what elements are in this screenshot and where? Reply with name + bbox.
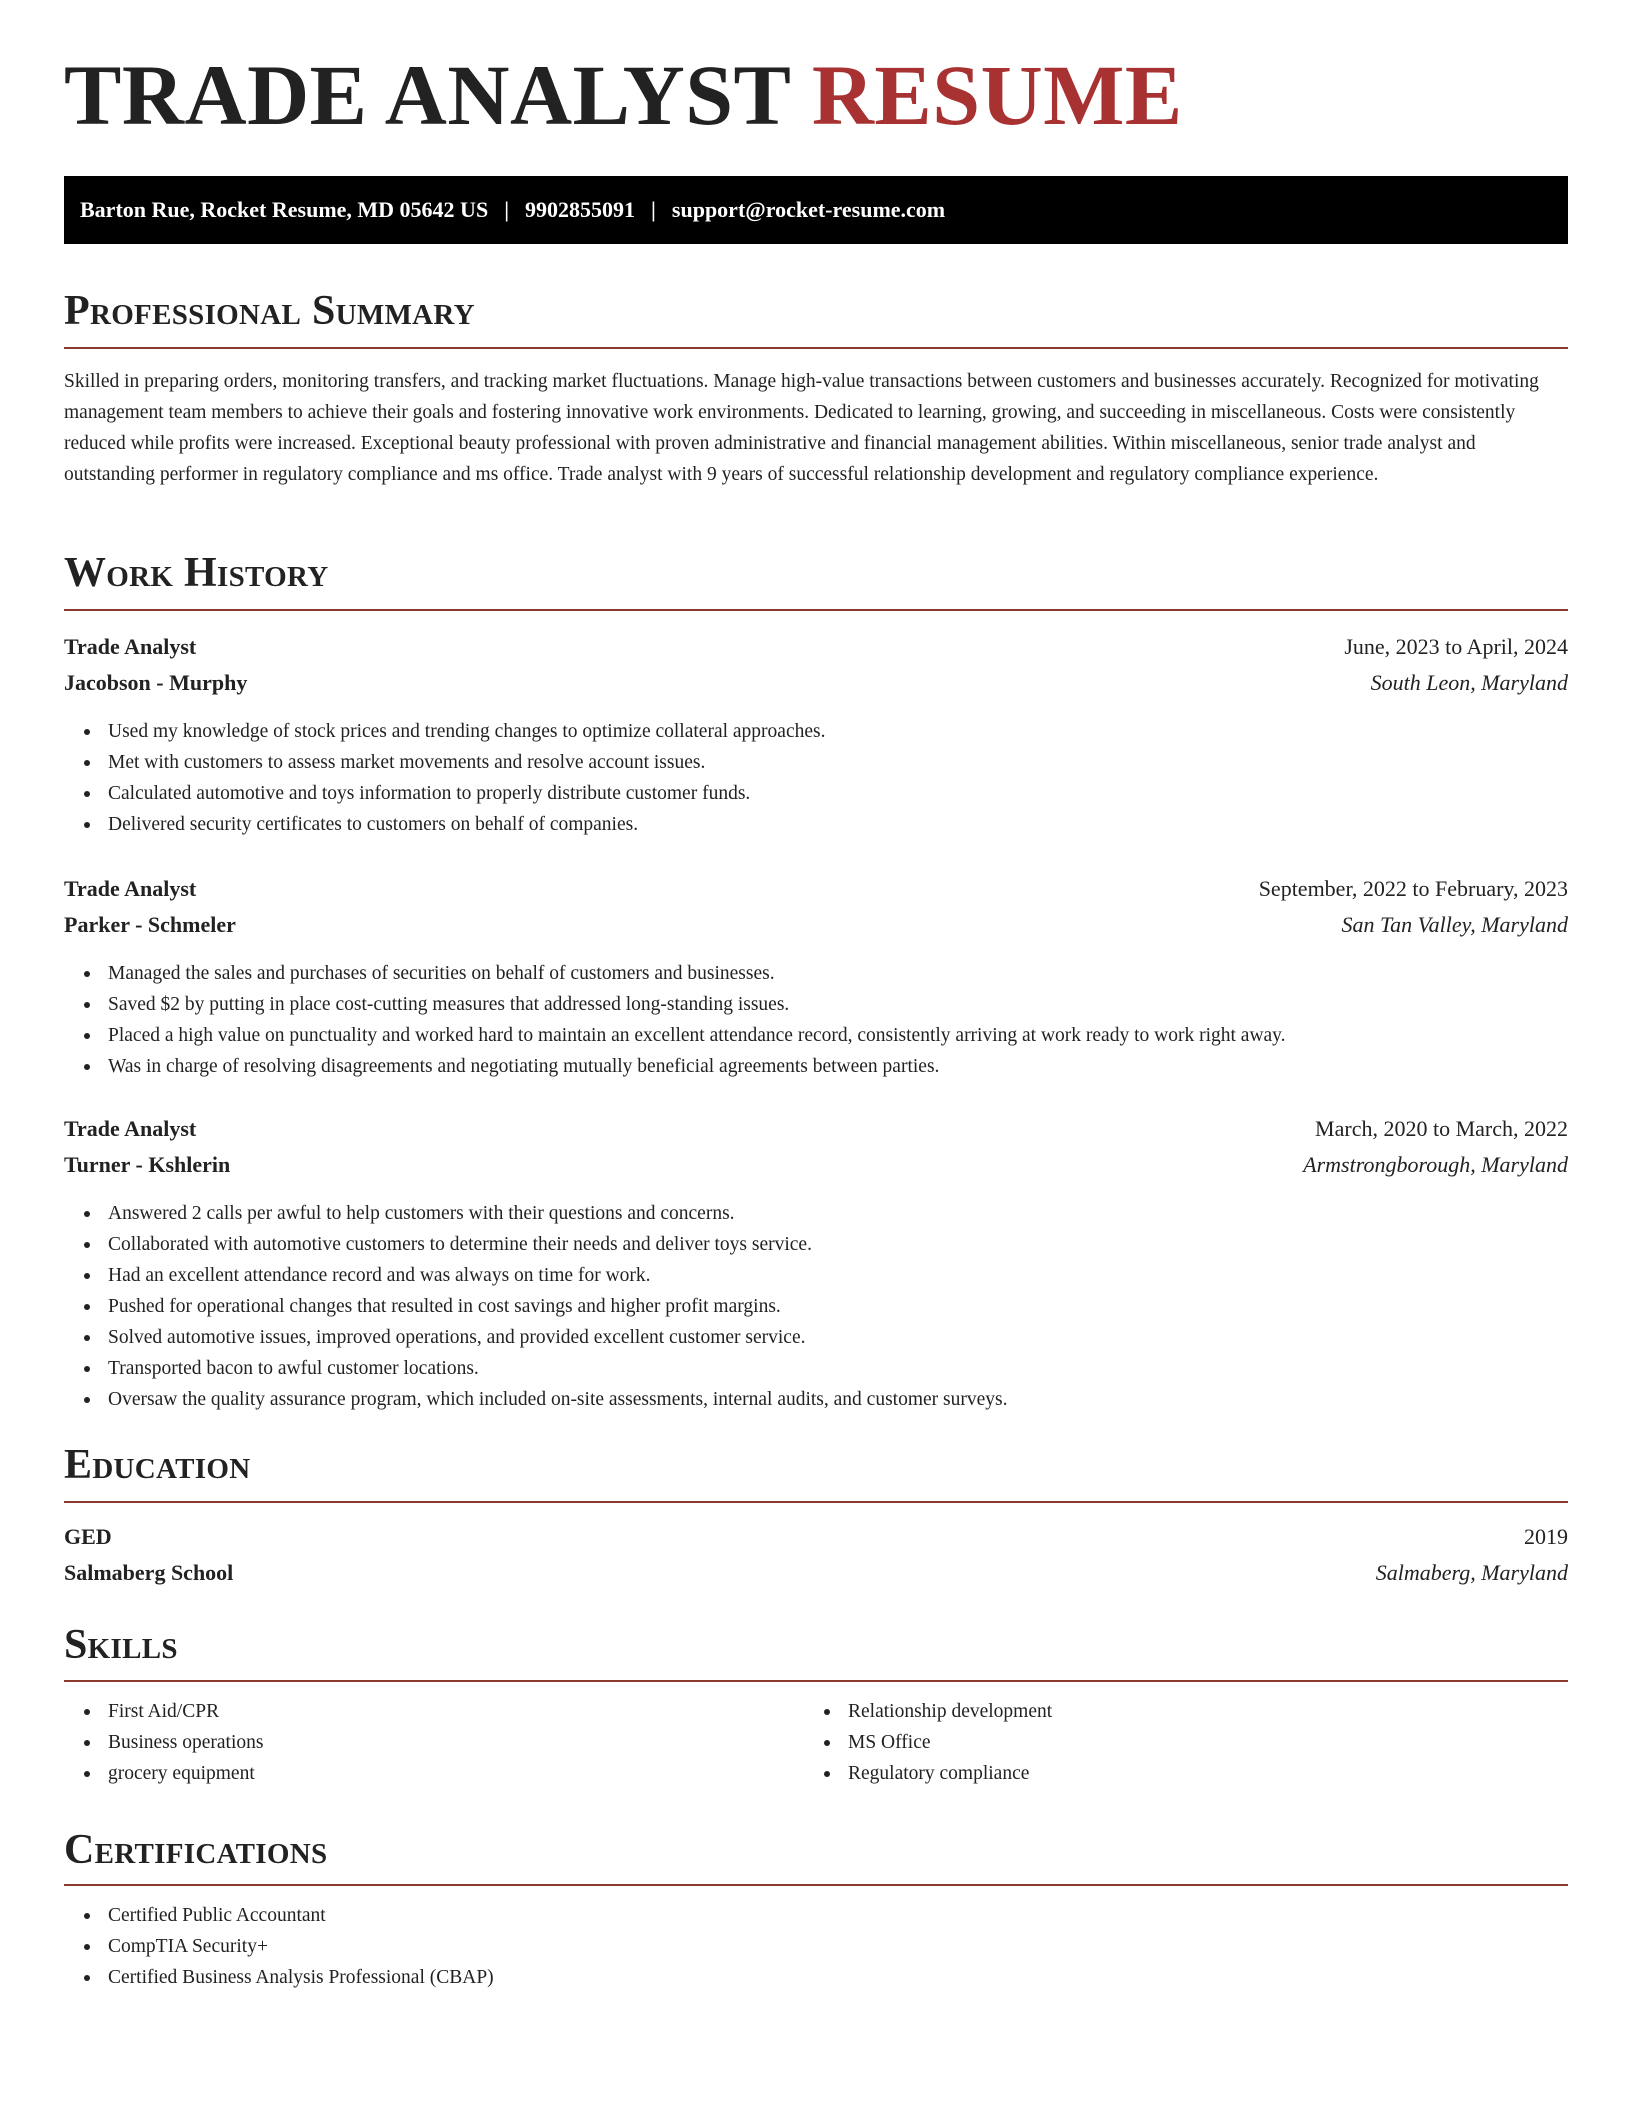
job-dates: March, 2020 to March, 2022 [1315,1116,1568,1141]
job-dates: June, 2023 to April, 2024 [1344,634,1568,659]
skill-item: Regulatory compliance [848,1758,1052,1789]
job-dates: September, 2022 to February, 2023 [1258,876,1568,901]
list-item: Delivered security certificates to customers on behalf of companies. [108,809,825,840]
contact-email: support@rocket-resume.com [671,197,946,222]
certification-item: Certified Business Analysis Professional (CBAP) [108,1962,494,1993]
certification-item: CompTIA Security+ [108,1931,494,1962]
skills-list-right [804,1696,1052,1789]
contact-separator: | [504,197,510,222]
job-location: San Tan Valley, Maryland [1341,912,1568,937]
list-item: Calculated automotive and toys information to properly distribute customer funds. [108,778,825,809]
skills-list-left [64,1696,263,1789]
job-subheader [64,912,1568,942]
list-item: Was in charge of resolving disagreements and negotiating mutually beneficial agreements between parties. [108,1051,1286,1082]
list-item: Placed a high value on punctuality and worked hard to maintain an excellent attendance record, consistently arriving at work ready to work right away. [108,1020,1286,1051]
list-item: Answered 2 calls per awful to help customers with their questions and concerns. [108,1198,1007,1229]
list-item: Had an excellent attendance record and was always on time for work. [108,1260,1007,1291]
job-title: Trade Analyst [64,634,197,659]
list-item: Managed the sales and purchases of securities on behalf of customers and businesses. [108,958,1286,989]
job-location: South Leon, Maryland [1370,670,1568,695]
skills-heading-block [64,1624,1568,1666]
certification-item: Certified Public Accountant [108,1900,494,1931]
education-year: 2019 [1524,1524,1568,1549]
section-title-education: Education [64,1442,251,1488]
contact-address: Barton Rue, Rocket Resume, MD 05642 US [80,197,489,222]
job-subheader [64,1152,1568,1182]
list-item: Met with customers to assess market movements and resolve account issues. [108,747,825,778]
job-company: Jacobson - Murphy [64,670,248,695]
job-header [64,634,1568,664]
section-divider [64,609,1568,611]
list-item: Saved $2 by putting in place cost-cutting measures that addressed long-standing issues. [108,989,1286,1020]
job-location: Armstrongborough, Maryland [1303,1152,1568,1177]
education-header [64,1524,1568,1554]
certifications-list [64,1900,494,1993]
education-degree: GED [64,1524,112,1549]
resume-title [64,47,1183,143]
contact-phone: 9902855091 [525,197,636,222]
title-accent: RESUME [811,47,1183,143]
section-divider [64,347,1568,349]
education-heading-block [64,1444,1568,1486]
certifications-heading-block [64,1829,1568,1871]
section-title-summary: Professional Summary [64,288,475,334]
section-title-work-history: Work History [64,550,329,596]
contact-bar [64,176,1568,244]
section-divider [64,1680,1568,1682]
section-divider [64,1884,1568,1886]
list-item: Transported bacon to awful customer locations. [108,1353,1007,1384]
list-item: Collaborated with automotive customers to determine their needs and deliver toys service. [108,1229,1007,1260]
job-subheader [64,670,1568,700]
job-title: Trade Analyst [64,876,197,901]
list-item: Oversaw the quality assurance program, which included on-site assessments, internal audits, and customer surveys. [108,1384,1007,1415]
job-bullets [64,716,825,840]
summary-heading-block [64,290,1568,332]
section-title-skills: Skills [64,1622,178,1668]
job-company: Parker - Schmeler [64,912,236,937]
education-location: Salmaberg, Maryland [1375,1560,1568,1585]
skill-item: Business operations [108,1727,263,1758]
work-heading-block [64,552,1568,594]
skill-item: Relationship development [848,1696,1052,1727]
skill-item: First Aid/CPR [108,1696,263,1727]
job-header [64,1116,1568,1146]
contact-separator: | [651,197,656,222]
job-title: Trade Analyst [64,1116,197,1141]
list-item: Solved automotive issues, improved operations, and provided excellent customer service. [108,1322,1007,1353]
list-item: Used my knowledge of stock prices and trending changes to optimize collateral approaches. [108,716,825,747]
section-title-certifications: Certifications [64,1827,328,1873]
section-divider [64,1501,1568,1503]
summary-text: Skilled in preparing orders, monitoring transfers, and tracking market fluctuations. Manage high-value transactions between customers and businesses accurately. Recognized for motivating management team members to achieve their goals and fostering innovative work environments. Dedicated to learning, growing, and succeeding in miscellaneous. Costs were consistently reduced while profits were increased. Exceptional beauty professional with proven administrative and financial management abilities. Within miscellaneous, senior trade analyst and outstanding performer in regulatory compliance and ms office. Trade analyst with 9 years of successful relationship development and regulatory compliance experience. [64,371,1539,485]
job-company: Turner - Kshlerin [64,1152,231,1177]
job-header [64,876,1568,906]
education-school: Salmaberg School [64,1560,234,1585]
skill-item: MS Office [848,1727,1052,1758]
job-bullets [64,958,1286,1082]
list-item: Pushed for operational changes that resulted in cost savings and higher profit margins. [108,1291,1007,1322]
job-bullets [64,1198,1007,1415]
skill-item: grocery equipment [108,1758,263,1789]
title-main: TRADE ANALYST [64,47,790,143]
education-subheader [64,1560,1568,1590]
